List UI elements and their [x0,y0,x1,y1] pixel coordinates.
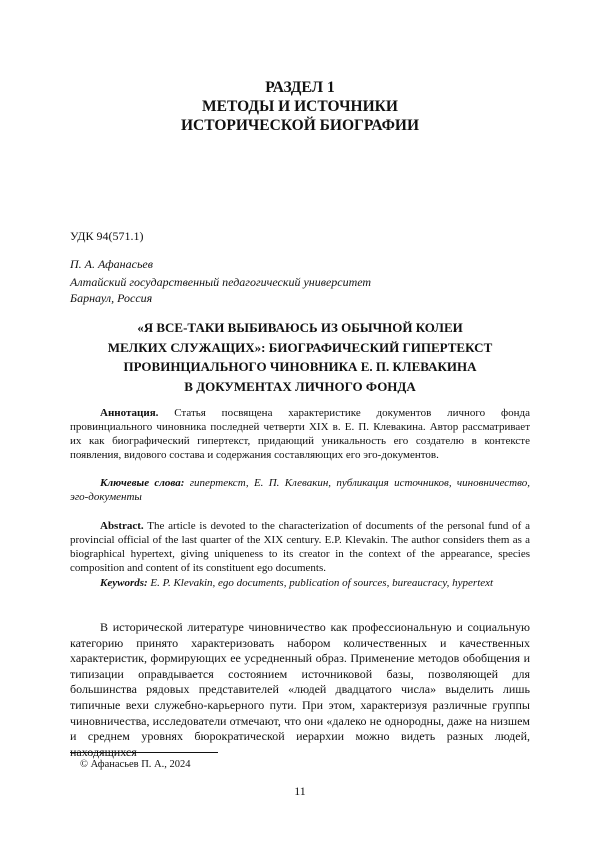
abstract-text: The article is devoted to the characterization of documents of the personal fund of a provincial official of the last quarter of the XIX century. E.P. Klevakin. The author considers them as a biographical hypertext, giving uniqueness to its creator in the context of the appearance, species composition and content of its constituent ego documents. [70,520,530,574]
article-title [60,318,540,396]
body-paragraph: В исторической литературе чиновничество как профессиональную и социальную категорию принято характеризовать набором количественных и качественных характеристик, формирующих ее усредненный образ. Применение методов обобщения и типизации оправдывается состоянием источниковой базы, позволяющей для большинства рядовых представителей «людей двадцатого числа» выделить лишь типичные вехи служебно-карьерного пути. При этом, характеризуя различные группы чиновничества, исследователи отмечают, что они «далеко не однородны, даже на низшем и среднем уровнях бюрократической иерархии можно видеть разных людей, находящихся [70,620,530,759]
article-title-line: «Я ВСЕ-ТАКИ ВЫБИВАЮСЬ ИЗ ОБЫЧНОЙ КОЛЕИ [137,320,463,335]
article-title-line: МЕЛКИХ СЛУЖАЩИХ»: БИОГРАФИЧЕСКИЙ ГИПЕРТЕКСТ [107,339,493,355]
affiliation-university: Алтайский государственный педагогический университет [70,275,372,289]
author-affiliation [70,274,371,306]
article-title-line: В ДОКУМЕНТАХ ЛИЧНОГО ФОНДА [184,378,416,394]
section-heading [60,78,540,135]
annotation-paragraph [70,406,530,462]
keywords-en-label: Keywords: [100,577,148,589]
section-heading-line: МЕТОДЫ И ИСТОЧНИКИ [202,98,398,115]
abstract-paragraph [70,519,530,575]
section-heading-line: ИСТОРИЧЕСКОЙ БИОГРАФИИ [180,117,420,134]
keywords-en-paragraph [70,576,530,590]
annotation-text: Статья посвящена характеристике документов личного фонда провинциального чиновника последней четверти XIX в. Е. П. Клевакина. Автор рассматривает их как биографический гипертекст, придающий уникальность его создателю в контексте появления, видового состава и содержания составляющих его эго-документов. [70,407,530,461]
keywords-ru-text: гипертекст, Е. П. Клевакин, публикация источников, чиновничество, эго-документы [70,477,531,503]
page-number: 11 [294,784,306,798]
udk-code: УДК 94(571.1) [70,229,144,243]
abstract-label: Abstract. [100,520,144,532]
article-title-line: ПРОВИНЦИАЛЬНОГО ЧИНОВНИКА Е. П. КЛЕВАКИНА [123,359,477,374]
author-name: П. А. Афанасьев [70,257,153,271]
annotation-label: Аннотация. [100,407,159,419]
section-heading-line: РАЗДЕЛ 1 [265,79,335,96]
keywords-ru-paragraph [70,476,530,504]
keywords-ru-label: Ключевые слова: [100,477,185,489]
keywords-en-text: E. P. Klevakin, ego documents, publication of sources, bureaucracy, hypertext [147,577,494,589]
footnote-divider [70,752,218,753]
affiliation-city: Барнаул, Россия [70,291,153,305]
copyright-footnote: © Афанасьев П. А., 2024 [80,759,191,770]
